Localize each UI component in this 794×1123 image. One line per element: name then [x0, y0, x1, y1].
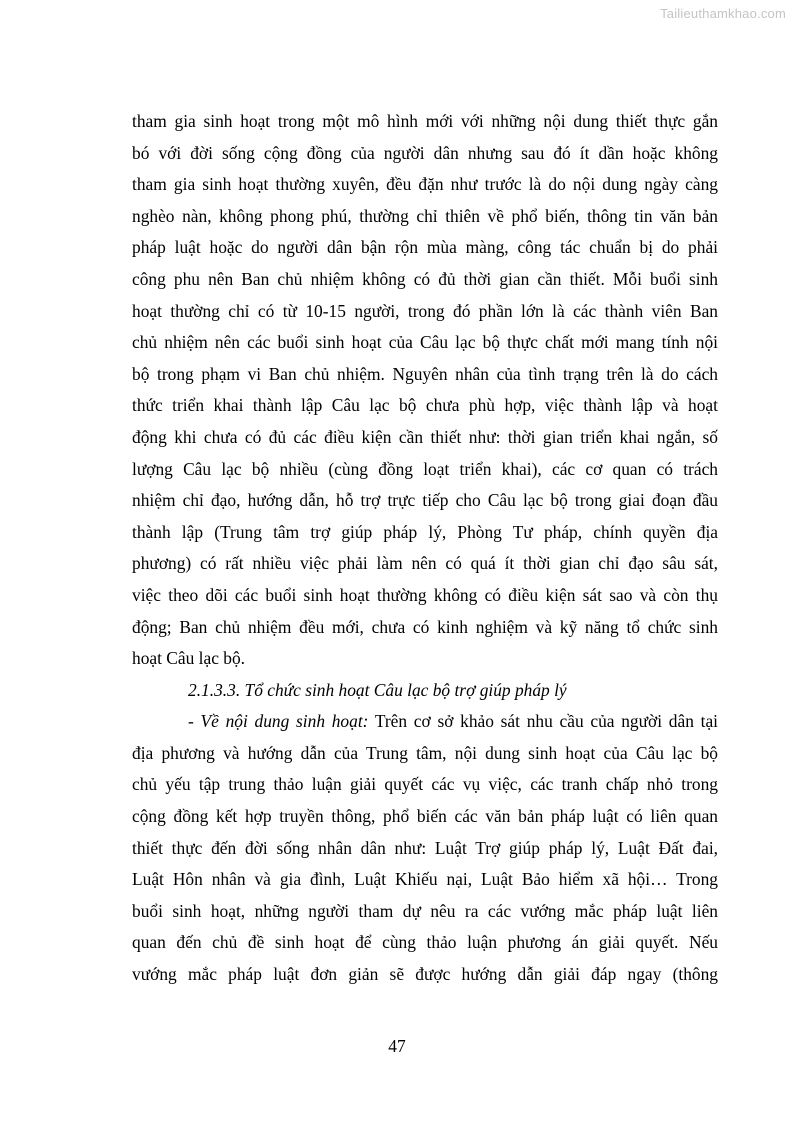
section-heading: 2.1.3.3. Tổ chức sinh hoạt Câu lạc bộ trợ giúp pháp lý [188, 679, 567, 700]
text-line: bó với đời sống cộng đồng của người dân nhưng sau đó ít dần hoặc không [132, 142, 718, 163]
text-line: địa phương và hướng dẫn của Trung tâm, nội dung sinh hoạt của Câu lạc bộ [132, 742, 718, 763]
page-body [132, 106, 718, 991]
text-line: việc theo dõi các buổi sinh hoạt thường không có điều kiện sát sao và còn thụ [132, 584, 718, 605]
paragraph-label: - Về nội dung sinh hoạt: [188, 711, 369, 732]
text-line: động; Ban chủ nhiệm đều mới, chưa có kinh nghiệm và kỹ năng tổ chức sinh [132, 616, 718, 637]
text-line: quan đến chủ đề sinh hoạt để cùng thảo luận phương án giải quyết. Nếu [132, 932, 718, 953]
text-line: Luật Hôn nhân và gia đình, Luật Khiếu nại, Luật Bảo hiểm xã hội… Trong [132, 869, 718, 890]
text-line: cộng đồng kết hợp truyền thông, phổ biến các văn bản pháp luật có liên quan [132, 806, 718, 827]
text-line: buổi sinh hoạt, những người tham dự nêu ra các vướng mắc pháp luật liên [132, 900, 718, 921]
text-line [132, 706, 718, 738]
text-line: động khi chưa có đủ các điều kiện cần thiết như: thời gian triển khai ngắn, số [132, 426, 718, 447]
text-line: công phu nên Ban chủ nhiệm không có đủ thời gian cần thiết. Mỗi buổi sinh [132, 268, 718, 289]
paragraph-continuation [132, 106, 718, 675]
text-line: hoạt Câu lạc bộ. [132, 648, 246, 669]
text-line: thiết thực đến đời sống nhân dân như: Luật Trợ giúp pháp lý, Luật Đất đai, [132, 837, 718, 858]
text-line: tham gia sinh hoạt thường xuyên, đều đặn như trước là do nội dung ngày càng [132, 174, 718, 195]
text-line: nghèo nàn, không phong phú, thường chỉ thiên về phổ biến, thông tin văn bản [132, 205, 718, 226]
text-line: lượng Câu lạc bộ nhiều (cùng đồng loạt triển khai), các cơ quan có trách [132, 458, 718, 479]
paragraph-content-activities [132, 706, 718, 990]
text-line: pháp luật hoặc do người dân bận rộn mùa màng, công tác chuẩn bị do phải [132, 237, 718, 258]
text-line: nhiệm chỉ đạo, hướng dẫn, hỗ trợ trực tiếp cho Câu lạc bộ trong giai đoạn đầu [132, 490, 718, 511]
text-line: phương) có rất nhiều việc phải làm nên có quá ít thời gian chỉ đạo sâu sát, [132, 553, 718, 574]
paragraph-lead-text: Trên cơ sở khảo sát nhu cầu của người dân tại [368, 711, 718, 732]
text-line: tham gia sinh hoạt trong một mô hình mới với những nội dung thiết thực gắn [132, 111, 718, 131]
text-line: thành lập (Trung tâm trợ giúp pháp lý, Phòng Tư pháp, chính quyền địa [132, 521, 718, 542]
watermark: Tailieuthamkhao.com [660, 6, 786, 21]
text-line: thức triển khai thành lập Câu lạc bộ chưa phù hợp, việc thành lập và hoạt [132, 395, 718, 416]
text-line: vướng mắc pháp luật đơn giản sẽ được hướng dẫn giải đáp ngay (thông [132, 964, 718, 985]
text-line: chủ nhiệm nên các buổi sinh hoạt của Câu lạc bộ thực chất mới mang tính nội [132, 332, 718, 353]
text-line: bộ trong phạm vi Ban chủ nhiệm. Nguyên nhân của tình trạng trên là do cách [132, 363, 718, 384]
page-number: 47 [388, 1036, 406, 1056]
text-line: hoạt thường chỉ có từ 10-15 người, trong đó phần lớn là các thành viên Ban [132, 300, 718, 321]
text-line: chủ yếu tập trung thảo luận giải quyết các vụ việc, các tranh chấp nhỏ trong [132, 774, 718, 795]
